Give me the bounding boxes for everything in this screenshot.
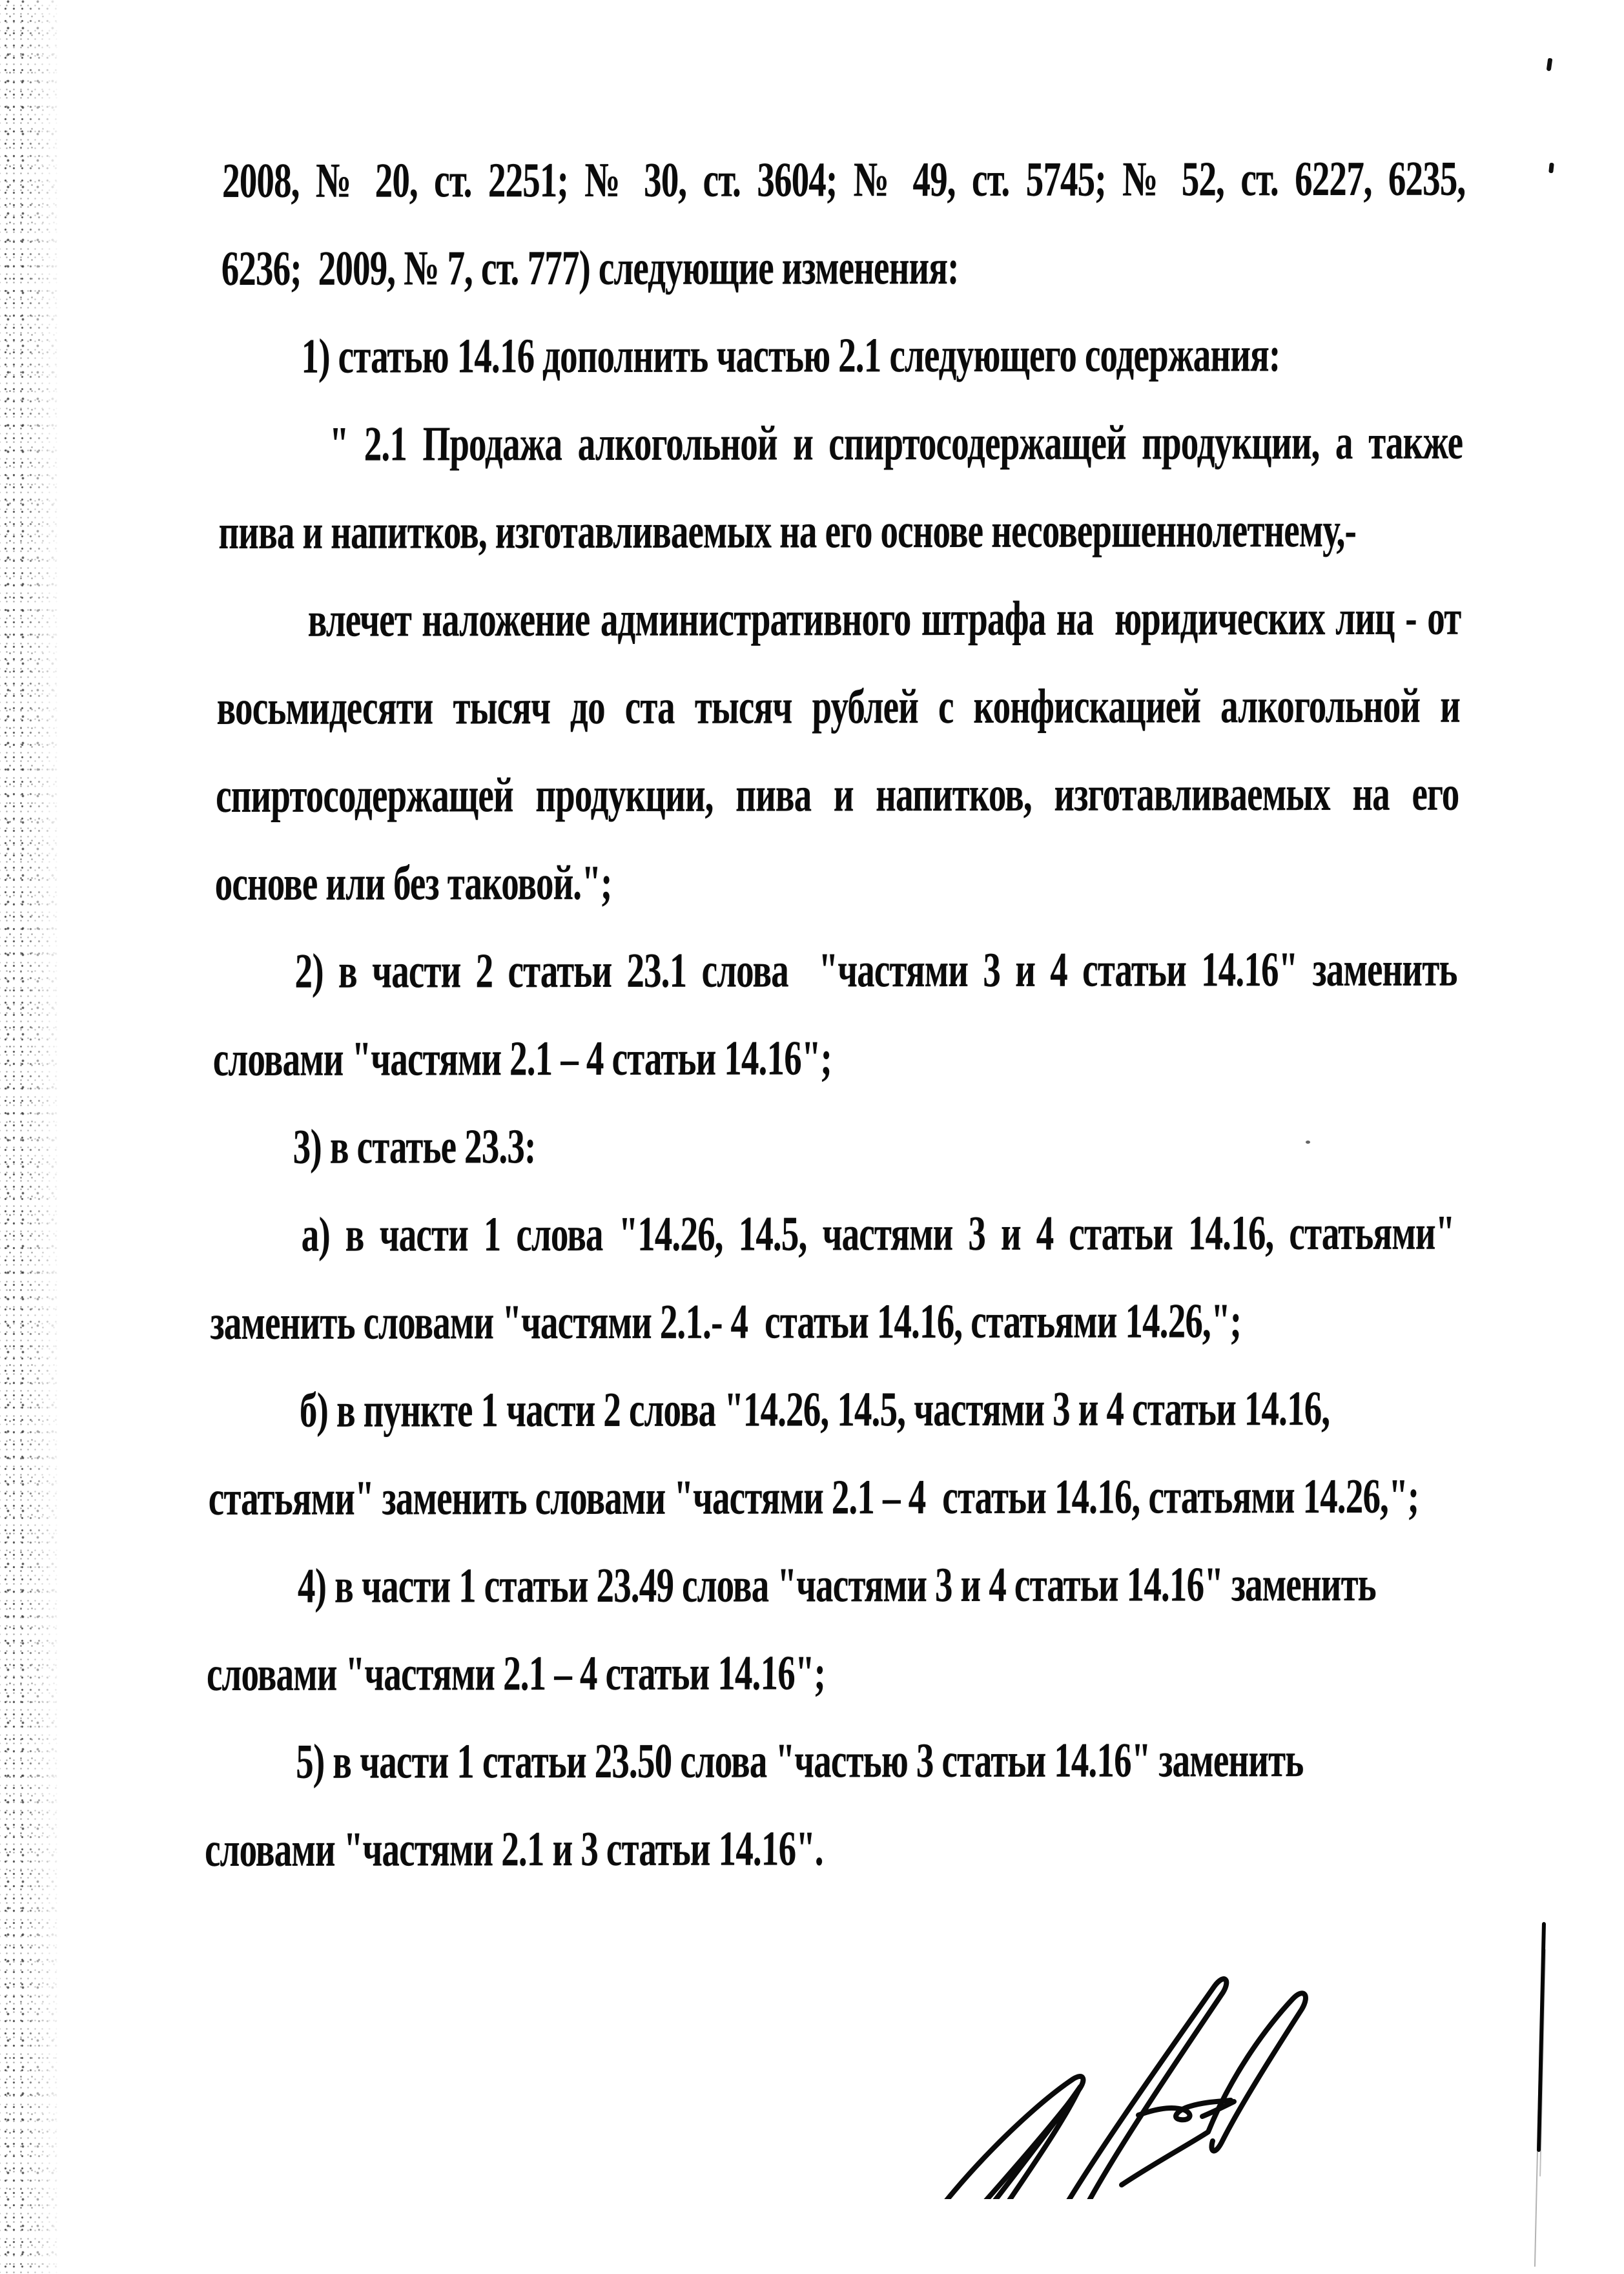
text-line: б) в пункте 1 части 2 слова "14.26, 14.5, частями 3 и 4 статьи 14.16, xyxy=(299,1381,1330,1438)
scan-speck xyxy=(1548,163,1554,174)
text-line: статьями" заменить словами "частями 2.1 – 4 статьи 14.16, статьями 14.26,"; xyxy=(208,1469,1419,1526)
text-line: 2008, № 20, ст. 2251; № 30, ст. 3604; № 49, ст. 5745; № 52, ст. 6227, 6235, xyxy=(221,151,1466,209)
legal-text-block xyxy=(205,135,1469,1894)
signature-stroke xyxy=(1122,1993,1306,2185)
text-line: 5) в части 1 статьи 23.50 слова "частью 3 статьи 14.16" заменить xyxy=(295,1733,1304,1789)
text-line: основе или без таковой."; xyxy=(214,855,613,911)
text-line: словами "частями 2.1 – 4 статьи 14.16"; xyxy=(212,1031,832,1087)
text-line: 3) в статье 23.3: xyxy=(293,1119,537,1174)
text-line: пива и напитков, изготавливаемых на его основе несовершеннолетнему,- xyxy=(218,502,1357,560)
text-line: 1) статью 14.16 дополнить частью 2.1 следующего содержания: xyxy=(301,327,1281,384)
text-line: восьмидесяти тысяч до ста тысяч рублей с конфискацией алкогольной и xyxy=(216,678,1461,736)
text-line: словами "частями 2.1 – 4 статьи 14.16"; xyxy=(206,1646,826,1702)
text-line: 4) в части 1 статьи 23.49 слова "частями 3 и 4 статьи 14.16" заменить xyxy=(297,1556,1377,1613)
text-line: " 2.1 Продажа алкогольной и спиртосодержащей продукции, а также xyxy=(329,415,1463,471)
text-line: словами "частями 2.1 и 3 статьи 14.16". xyxy=(204,1821,824,1877)
text-line: 2) в части 2 статьи 23.1 слова "частями 3 и 4 статьи 14.16" заменить xyxy=(294,942,1458,998)
scan-speck xyxy=(1547,58,1553,72)
scan-line-artifact xyxy=(1537,1922,1546,2152)
text-line: 6236; 2009, № 7, ст. 777) следующие изменения: xyxy=(221,240,960,296)
signature-scribble xyxy=(894,1928,1350,2199)
text-line: спиртосодержащей продукции, пива и напитков, изготавливаемых на его xyxy=(215,766,1460,823)
scan-speck xyxy=(1306,1141,1310,1144)
scanner-noise-strip xyxy=(0,0,72,2274)
text-line: а) в части 1 слова "14.26, 14.5, частями 3 и 4 статьи 14.16, статьями" xyxy=(301,1205,1455,1262)
signature-stroke xyxy=(949,2087,1080,2199)
text-line: заменить словами "частями 2.1.- 4 статьи 14.16, статьями 14.26,"; xyxy=(210,1294,1242,1350)
signature-stroke xyxy=(922,2076,1083,2199)
text-line: влечет наложение административного штрафа на юридических лиц - от xyxy=(307,590,1461,647)
